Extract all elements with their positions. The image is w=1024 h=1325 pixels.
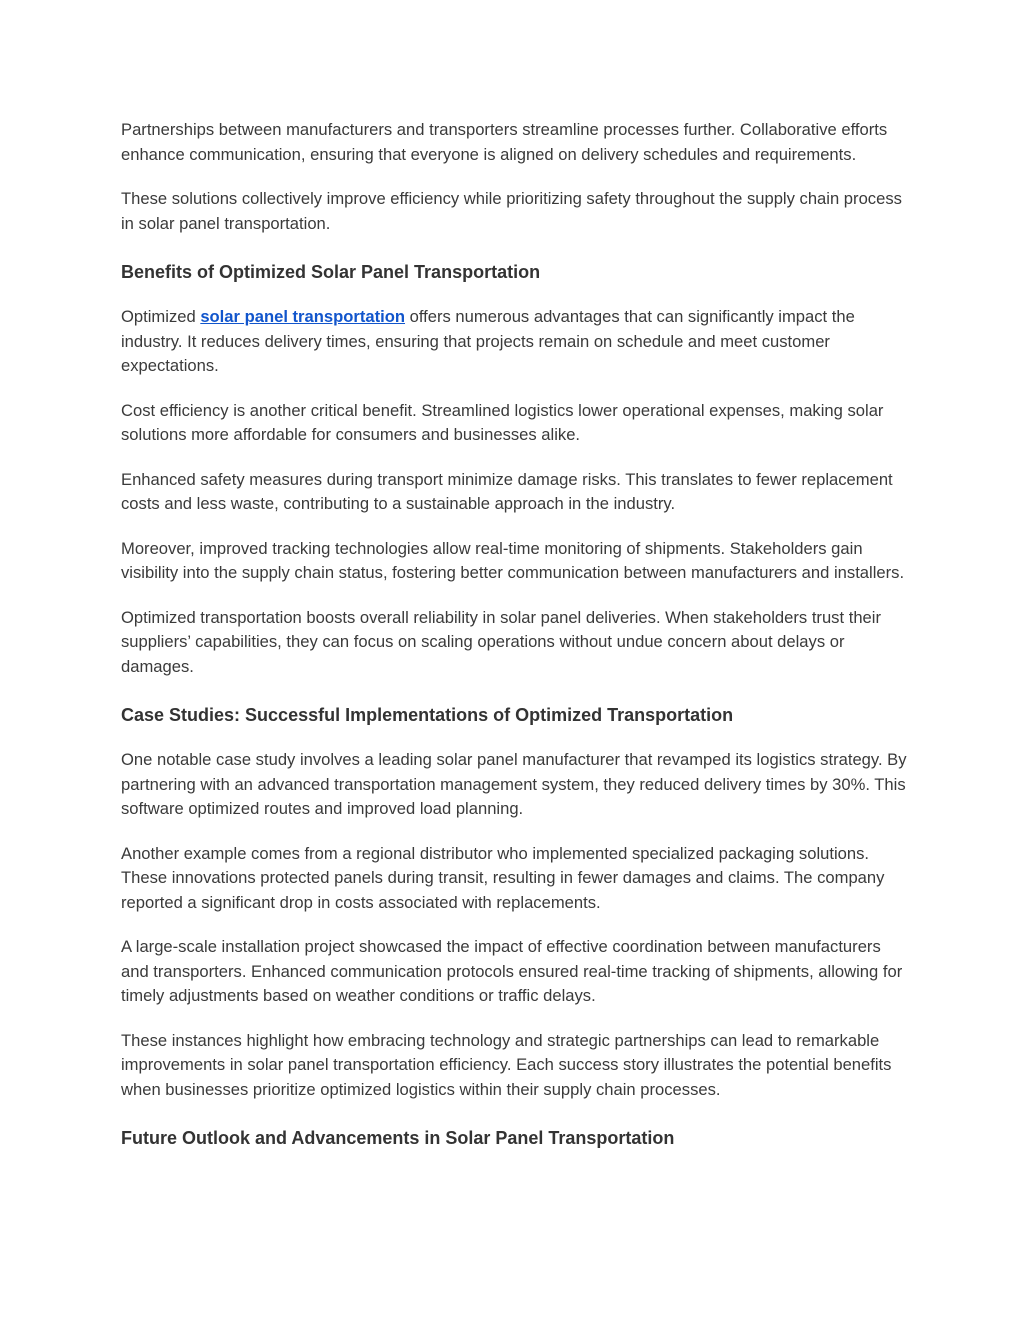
- heading-future-outlook: Future Outlook and Advancements in Solar Panel Transportation: [121, 1128, 675, 1148]
- heading-case-studies: Case Studies: Successful Implementations of Optimized Transportation: [121, 705, 734, 725]
- paragraph-case-summary: These instances highlight how embracing technology and strategic partnerships can lead to remarkable improvements in solar panel transportation efficiency. Each success story illustrates the potential benefits when businesses prioritize optimized logistics within their supply chain processes.: [121, 1030, 892, 1099]
- paragraph-reliability: Optimized transportation boosts overall reliability in solar panel deliveries. When stakeholders trust their suppliers’ capabilities, they can focus on scaling operations without undue concern about delays or damages.: [121, 607, 881, 676]
- paragraph-solutions-summary: These solutions collectively improve efficiency while prioritizing safety throughout the supply chain process in solar panel transportation.: [121, 189, 902, 233]
- paragraph-partnerships: Partnerships between manufacturers and transporters streamline processes further. Collaborative efforts enhance communication, ensuring that everyone is aligned on delivery schedules and requirements.: [121, 120, 888, 164]
- intro-text-before: Optimized: [121, 307, 201, 326]
- paragraph-case-manufacturer: One notable case study involves a leading solar panel manufacturer that revamped its logistics strategy. By partnering with an advanced transportation management system, they reduced delivery times by 30%. This software optimized routes and improved load planning.: [121, 750, 907, 818]
- paragraph-cost-efficiency: Cost efficiency is another critical benefit. Streamlined logistics lower operational expenses, making solar solutions more affordable for consumers and businesses alike.: [121, 400, 884, 444]
- intro-text-after: offers numerous advantages that can significantly impact the industry. It reduces delivery times, ensuring that projects remain on schedule and meet customer expectations.: [121, 307, 855, 375]
- paragraph-case-installation: A large-scale installation project showcased the impact of effective coordination between manufacturers and transporters. Enhanced communication protocols ensured real-time tracking of shipments, allowing for timely adjustments based on weather conditions or traffic delays.: [121, 937, 903, 1005]
- link-solar-panel-transportation[interactable]: solar panel transportation: [200, 307, 406, 326]
- document-page: [121, 118, 911, 1171]
- paragraph-safety: Enhanced safety measures during transport minimize damage risks. This translates to fewer replacement costs and less waste, contributing to a sustainable approach in the industry.: [121, 469, 893, 513]
- paragraph-benefits-intro: [121, 305, 911, 379]
- paragraph-tracking: Moreover, improved tracking technologies allow real-time monitoring of shipments. Stakeholders gain visibility into the supply chain status, fostering better communication between manufacturers and installers.: [121, 538, 905, 582]
- paragraph-case-distributor: Another example comes from a regional distributor who implemented specialized packaging solutions. These innovations protected panels during transit, resulting in fewer damages and claims. The company reported a significant drop in costs associated with replacements.: [121, 843, 885, 912]
- heading-benefits: Benefits of Optimized Solar Panel Transportation: [121, 262, 541, 282]
